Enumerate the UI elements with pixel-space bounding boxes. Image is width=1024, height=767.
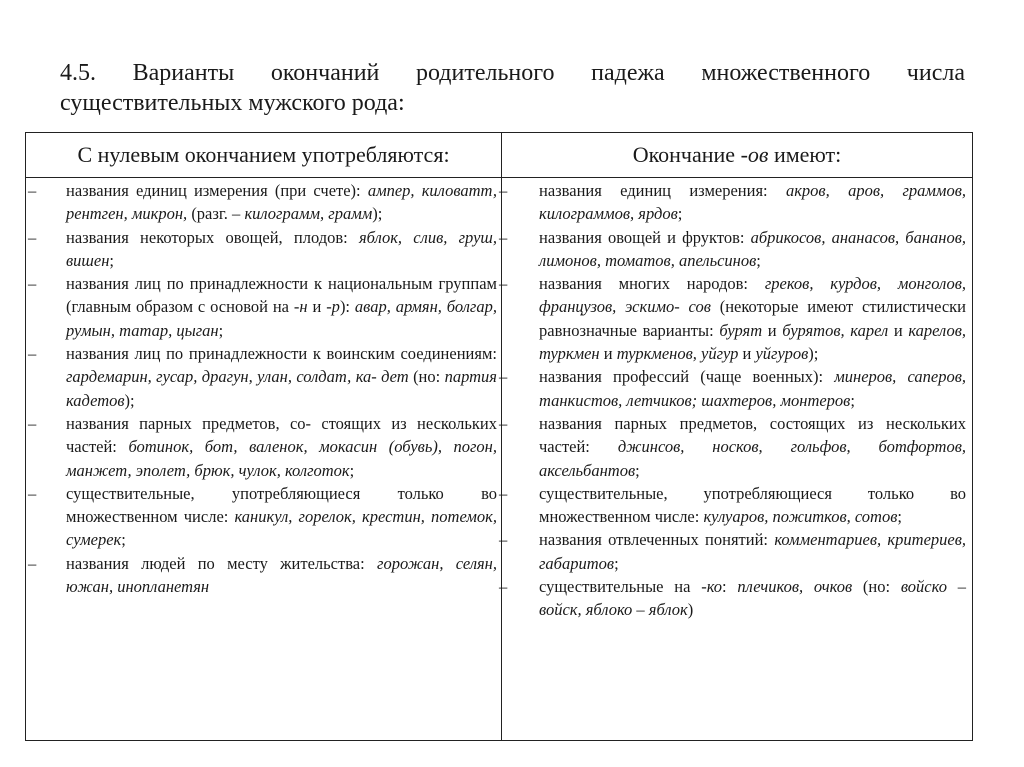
- list-dash: –: [499, 181, 508, 200]
- list-item: [499, 365, 972, 412]
- item-text: :: [722, 577, 738, 597]
- header-divider: [26, 177, 972, 178]
- list-dash: –: [28, 483, 37, 503]
- list-item: [499, 482, 972, 529]
- item-text: );: [124, 390, 135, 410]
- example-words: абрикосов, ананасов, бананов, лимонов, томатов, апельсинов: [539, 227, 966, 270]
- item-text: (разг. –: [187, 204, 245, 224]
- example-words: туркменов, уйгур: [616, 344, 739, 364]
- right-header-suffix: имеют:: [768, 142, 842, 167]
- list-dash: –: [499, 530, 508, 550]
- item-text: ;: [635, 460, 640, 480]
- item-text: существительные на: [539, 577, 702, 597]
- list-dash: –: [28, 344, 37, 364]
- example-words: джинсов, носков, гольфов, ботфортов, аксельбантов: [539, 437, 966, 480]
- example-words: бурят: [719, 320, 763, 340]
- item-text: ;: [218, 320, 224, 340]
- list-item: [26, 412, 501, 482]
- list-item: [26, 482, 501, 552]
- example-words: -н: [293, 297, 308, 317]
- example-words: бурятов, карел: [782, 320, 889, 340]
- right-header-ending: -ов: [740, 142, 769, 167]
- example-words: уйгуров: [755, 344, 809, 364]
- example-words: ампер, киловатт, рентген, микрон,: [66, 181, 497, 224]
- item-text: (но:: [852, 577, 901, 597]
- example-words: авар, армян, болгар, румын, татар, цыган: [66, 297, 497, 340]
- page-title: 4.5. Варианты окончаний родительного падежа множественного числа существительных мужского рода:: [60, 60, 965, 116]
- list-item: [26, 552, 501, 599]
- item-text: названия парных предметов, со- стоящих из нескольких частей:: [66, 413, 497, 457]
- list-item: [26, 272, 501, 342]
- list-item: [26, 342, 501, 412]
- left-column-header: С нулевым окончанием употребляются:: [77, 142, 450, 167]
- example-words: партия кадетов: [66, 367, 497, 410]
- item-text: ;: [897, 507, 902, 527]
- item-text: );: [372, 204, 383, 224]
- item-text: названия парных предметов, состоящих из нескольких частей:: [539, 413, 966, 457]
- example-words: греков, курдов, монголов, французов, эскимо- сов: [539, 274, 967, 317]
- list-dash: –: [28, 181, 37, 200]
- left-column-list: [26, 179, 501, 598]
- item-text: );: [808, 344, 819, 364]
- list-dash: –: [28, 274, 37, 294]
- example-words: каникул, горелок, крестин, потемок, сумерек: [66, 507, 497, 550]
- right-column-list: [499, 179, 972, 622]
- item-text: названия некоторых овощей, плодов:: [66, 227, 360, 247]
- list-dash: –: [499, 227, 508, 247]
- example-words: плечиков, очков: [737, 577, 853, 597]
- list-item: [499, 272, 972, 365]
- example-words: -ко: [701, 577, 723, 597]
- example-words: кулуаров, пожитков, сотов: [703, 507, 898, 527]
- example-words: горожан, селян, южан, инопланетян: [66, 553, 497, 597]
- item-text: ;: [756, 250, 761, 270]
- list-dash: –: [28, 553, 37, 573]
- item-text: и: [307, 297, 327, 317]
- example-words: килограмм, грамм: [244, 204, 373, 224]
- item-text: (некоторые имеют стилистически равнозначные варианты:: [539, 297, 967, 340]
- list-item: [499, 412, 972, 482]
- list-item: [499, 575, 972, 622]
- example-words: яблок, слив, груш, вишен: [66, 227, 497, 270]
- item-text: ):: [339, 297, 355, 317]
- item-text: ;: [850, 390, 855, 410]
- example-words: ботинок, бот, валенок, мокасин (обувь), погон, манжет, эполет, брюк, чулок, колготок: [66, 437, 497, 480]
- item-text: и: [888, 320, 909, 340]
- list-dash: –: [499, 367, 508, 387]
- example-words: минеров, саперов, танкистов, летчиков; шахтеров, монтеров: [539, 367, 966, 410]
- endings-table: [25, 132, 973, 741]
- list-dash: –: [28, 413, 37, 433]
- item-text: (но:: [408, 367, 445, 387]
- item-text: названия отвлеченных понятий:: [539, 530, 775, 550]
- right-column-header: [502, 133, 972, 177]
- example-words: комментариев, критериев, габаритов: [539, 530, 966, 573]
- item-text: существительные, употребляющиеся только во множественном числе:: [539, 483, 966, 527]
- item-text: ;: [349, 460, 355, 480]
- example-words: -р: [326, 297, 340, 317]
- list-item: [499, 226, 972, 273]
- item-text: названия людей по месту жительства:: [66, 553, 378, 573]
- example-words: карелов, туркмен: [539, 320, 966, 364]
- right-header-prefix: Окончание: [632, 142, 741, 167]
- item-text: ;: [677, 204, 683, 224]
- item-text: названия единиц измерения (при счете):: [66, 181, 368, 200]
- item-text: ;: [109, 250, 114, 270]
- item-text: названия единиц измерения:: [539, 181, 786, 200]
- list-item: [499, 179, 972, 226]
- list-dash: –: [499, 483, 508, 503]
- example-words: гардемарин, гусар, драгун, улан, солдат, ка- дет: [66, 367, 409, 387]
- item-text: и: [762, 320, 783, 340]
- item-text: названия овощей и фруктов:: [539, 227, 751, 247]
- item-text: названия лиц по принадлежности к национальным группам (главным образом с основой на: [66, 274, 497, 317]
- item-text: названия многих народов:: [539, 274, 765, 294]
- list-dash: –: [499, 274, 508, 294]
- list-item: [26, 226, 501, 273]
- list-dash: –: [28, 227, 37, 247]
- item-text: названия профессий (чаще военных):: [539, 367, 835, 387]
- example-words: акров, аров, граммов, килограммов, ярдов: [539, 181, 966, 224]
- item-text: и: [738, 344, 756, 364]
- list-dash: –: [499, 577, 508, 597]
- list-item: [26, 179, 501, 226]
- item-text: ;: [121, 530, 126, 550]
- item-text: и: [599, 344, 617, 364]
- list-dash: –: [499, 413, 508, 433]
- example-words: войско – войск, яблоко – яблок: [539, 577, 966, 620]
- item-text: существительные, употребляющиеся только во множественном числе:: [66, 483, 497, 527]
- list-item: [499, 528, 972, 575]
- item-text: ): [687, 600, 694, 620]
- item-text: названия лиц по принадлежности к воинским соединениям:: [66, 344, 497, 364]
- item-text: ;: [614, 553, 619, 573]
